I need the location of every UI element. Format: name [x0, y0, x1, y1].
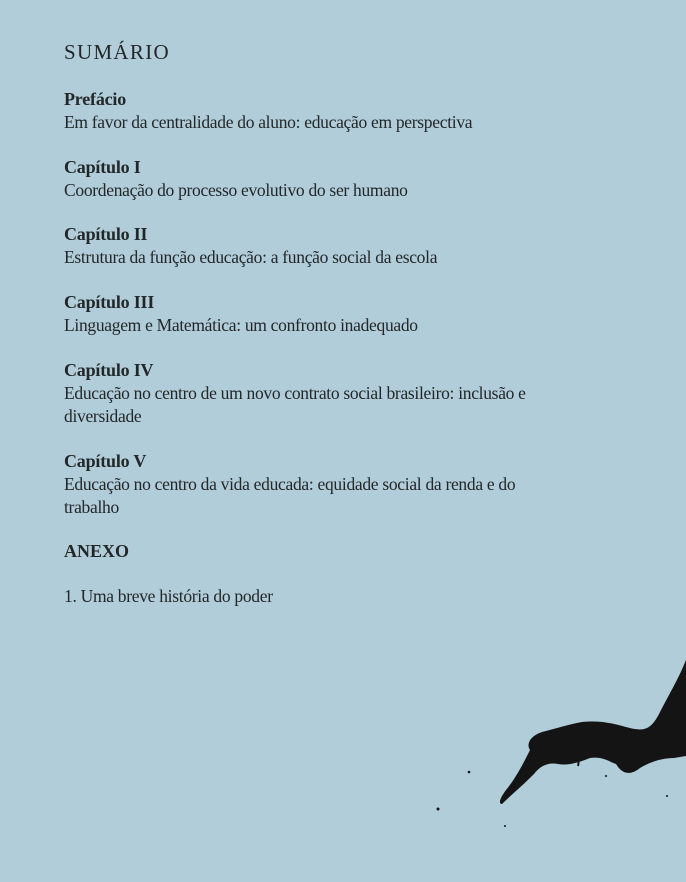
ink-brush-illustration	[430, 640, 686, 840]
entry-description: Em favor da centralidade do aluno: educação em perspectiva	[64, 112, 473, 132]
ink-stroke-main	[500, 660, 686, 804]
toc-entry-capitulo-2	[64, 223, 564, 269]
annex-heading: ANEXO	[64, 541, 130, 561]
ink-spot	[504, 825, 506, 827]
entry-heading: Capítulo V	[64, 451, 147, 471]
ink-spot	[605, 775, 607, 777]
toc-entry-capitulo-5	[64, 450, 564, 519]
toc-entry-capitulo-3	[64, 291, 564, 337]
entry-heading: Capítulo IV	[64, 360, 154, 380]
page-title: SUMÁRIO	[64, 40, 170, 64]
entry-description: Educação no centro de um novo contrato social brasileiro: inclusão e diversidade	[64, 383, 526, 426]
ink-spot	[437, 808, 440, 811]
annex-item: 1. Uma breve história do poder	[64, 586, 273, 606]
ink-spot	[666, 795, 668, 797]
entry-description: Estrutura da função educação: a função social da escola	[64, 247, 438, 267]
entry-heading: Capítulo III	[64, 292, 155, 312]
toc-entry-capitulo-1	[64, 156, 564, 202]
toc-entry-prefacio	[64, 88, 564, 134]
entry-heading: Capítulo II	[64, 224, 148, 244]
toc-entry-capitulo-4	[64, 359, 564, 428]
entry-heading: Capítulo I	[64, 157, 141, 177]
entry-description: Educação no centro da vida educada: equidade social da renda e do trabalho	[64, 474, 516, 517]
entry-heading: Prefácio	[64, 89, 127, 109]
entry-description: Coordenação do processo evolutivo do ser humano	[64, 180, 408, 200]
entry-description: Linguagem e Matemática: um confronto inadequado	[64, 315, 418, 335]
ink-spot	[468, 771, 471, 774]
